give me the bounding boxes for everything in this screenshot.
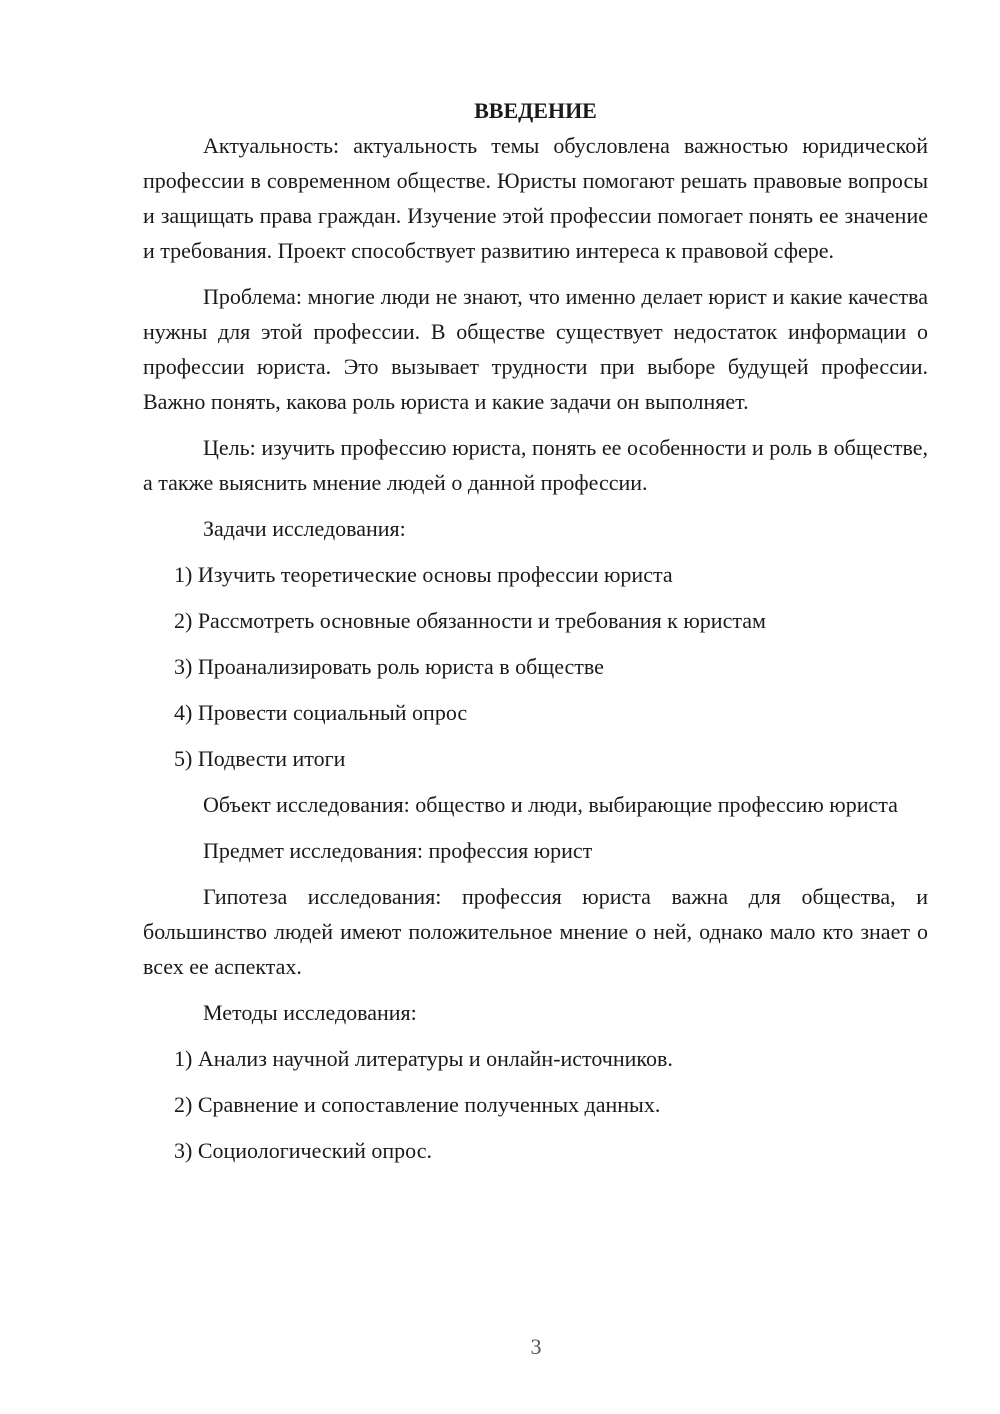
task-item: 1) Изучить теоретические основы профессии юриста [174,562,673,587]
tasks-list [143,557,928,776]
relevance-paragraph: Актуальность: актуальность темы обусловлена важностью юридической профессии в современном обществе. Юристы помогают решать правовые вопросы и защищать права граждан. Изучение этой профессии помогает понять ее значение и требования. Проект способствует развитию интереса к правовой сфере. [143,133,928,263]
task-item: 5) Подвести итоги [174,746,346,771]
section-heading: ВВЕДЕНИЕ [474,98,597,123]
methods-list [143,1041,928,1168]
goal-paragraph: Цель: изучить профессию юриста, понять ее особенности и роль в обществе, а также выяснить мнение людей о данной профессии. [143,435,928,495]
task-item: 3) Проанализировать роль юриста в обществе [174,654,604,679]
method-item: 1) Анализ научной литературы и онлайн-источников. [174,1046,673,1071]
tasks-label: Задачи исследования: [203,516,406,541]
methods-label: Методы исследования: [203,1000,417,1025]
page-number: 3 [530,1334,542,1359]
method-item: 2) Сравнение и сопоставление полученных данных. [174,1092,661,1117]
hypothesis-paragraph: Гипотеза исследования: профессия юриста важна для общества, и большинство людей имеют положительное мнение о ней, однако мало кто знает о всех ее аспектах. [143,884,928,979]
object-paragraph: Объект исследования: общество и люди, выбирающие профессию юриста [203,792,898,817]
method-item: 3) Социологический опрос. [174,1138,432,1163]
subject-paragraph: Предмет исследования: профессия юрист [203,838,593,863]
document-body [143,93,928,1179]
task-item: 4) Провести социальный опрос [174,700,468,725]
problem-paragraph: Проблема: многие люди не знают, что именно делает юрист и какие качества нужны для этой профессии. В обществе существует недостаток информации о профессии юриста. Это вызывает трудности при выборе будущей профессии. Важно понять, какова роль юриста и какие задачи он выполняет. [143,284,928,414]
task-item: 2) Рассмотреть основные обязанности и требования к юристам [174,608,766,633]
